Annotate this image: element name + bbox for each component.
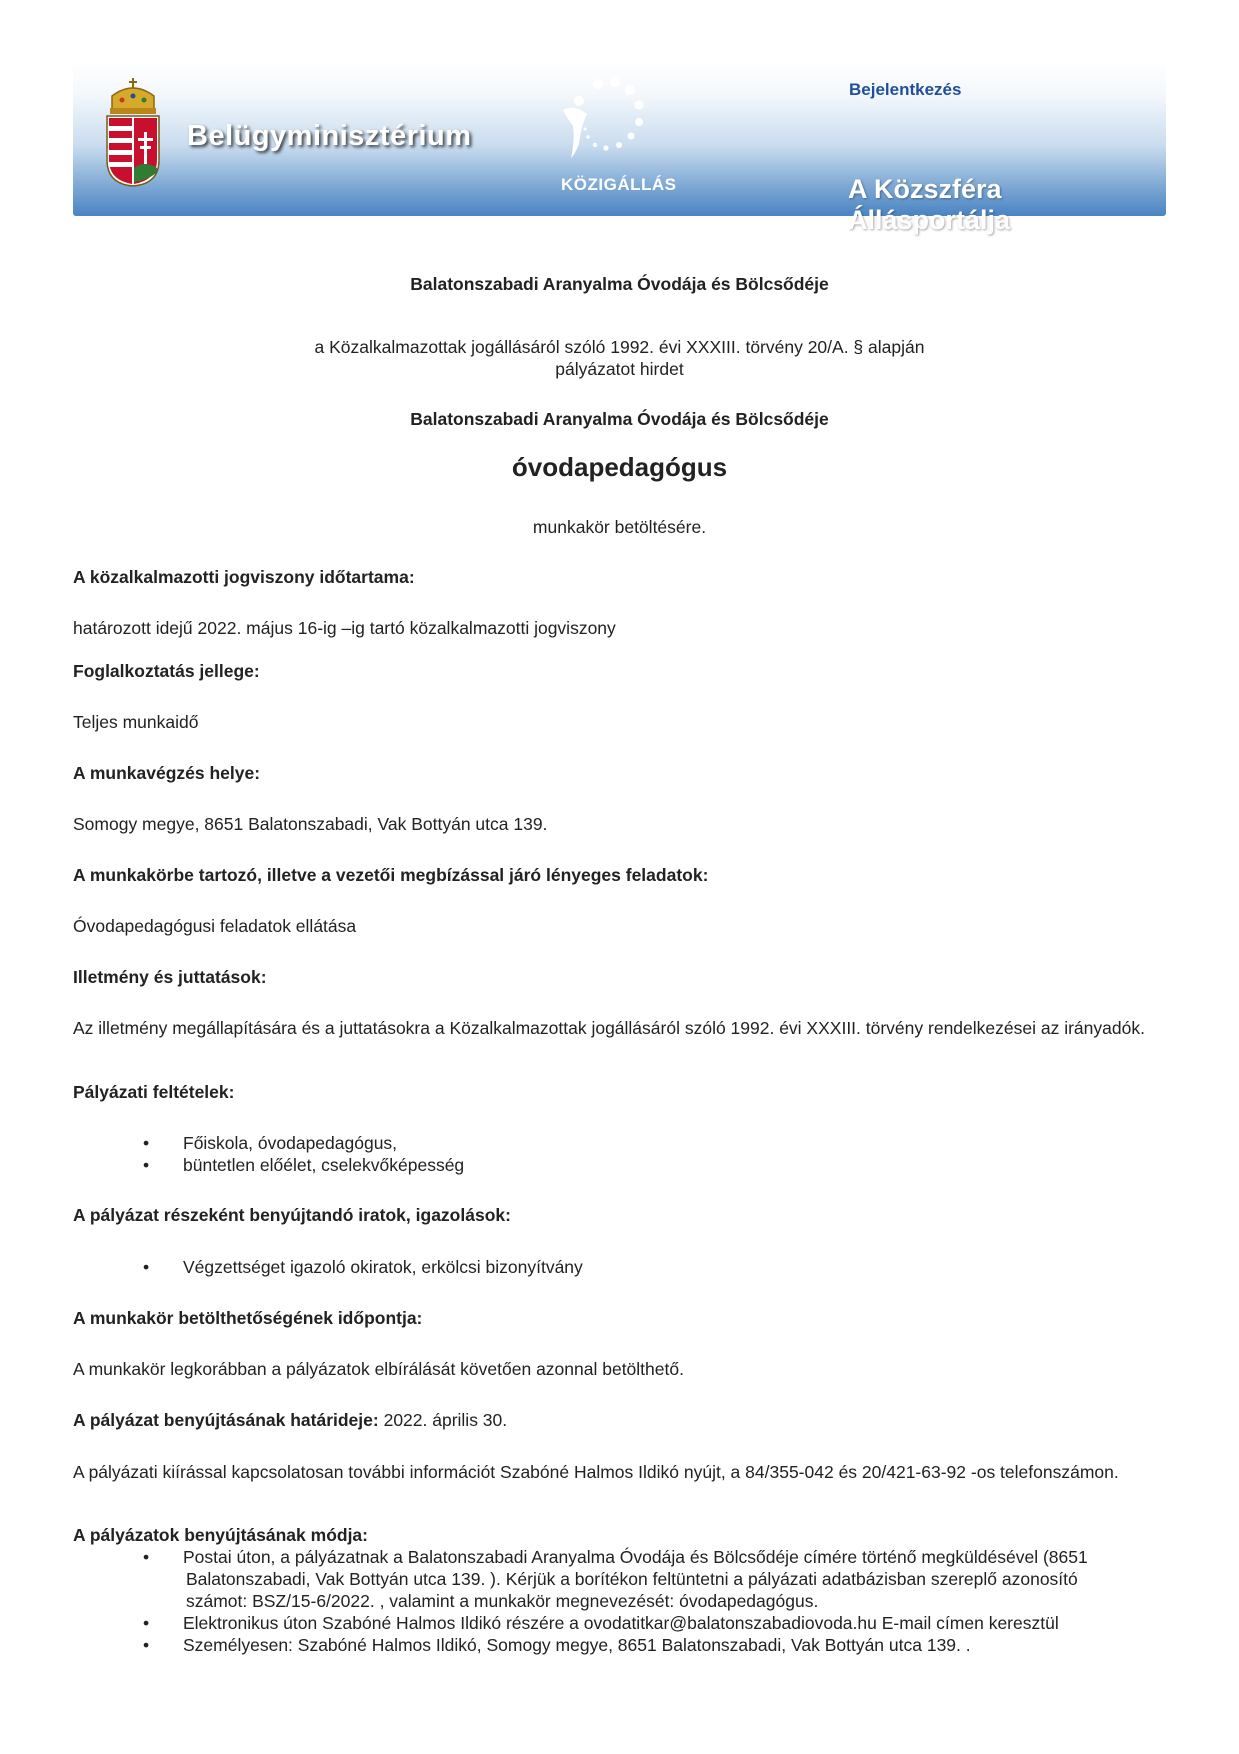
legal-basis-line-2: pályázatot hirdet [555, 359, 684, 379]
deadline-value: 2022. április 30. [378, 1410, 508, 1430]
place-text: Somogy megye, 8651 Balatonszabadi, Vak Bottyán utca 139. [73, 814, 548, 834]
kozigallas-label: KÖZIGÁLLÁS [561, 175, 677, 194]
list-item: • Végzettséget igazoló okiratok, erkölcsi bizonyítvány [73, 1256, 1166, 1278]
duration-heading: A közalkalmazotti jogviszony időtartama: [73, 567, 415, 587]
conditions-list [73, 1132, 1166, 1176]
submission-post-line-2: Balatonszabadi, Vak Bottyán utca 139. ). Kérjük a borítékon feltüntetni a pályázati adatbázisban szereplő azonosító [186, 1569, 1078, 1589]
list-item: • Elektronikus úton Szabóné Halmos Ildikó részére a ovodatitkar@balatonszabadiovoda.hu E-mail címen keresztül [73, 1612, 1166, 1634]
list-item: • Főiskola, óvodapedagógus, [73, 1132, 1166, 1154]
duties-text: Óvodapedagógusi feladatok ellátása [73, 916, 357, 936]
place-heading: A munkavégzés helye: [73, 763, 261, 783]
kozigallas-logo-icon [553, 74, 653, 174]
legal-basis-line-1: a Közalkalmazottak jogállásáról szóló 1992. évi XXXIII. törvény 20/A. § alapján [314, 337, 925, 357]
employer-name-repeat: Balatonszabadi Aranyalma Óvodája és Bölcsődéje [410, 409, 829, 429]
list-item: • büntetlen előélet, cselekvőképesség [73, 1154, 1166, 1176]
salary-text: Az illetmény megállapítására és a juttatásokra a Közalkalmazottak jogállásáról szóló 1992. évi XXXIII. törvény rendelkezései az irányadók. [73, 1018, 1145, 1038]
list-item: • Személyesen: Szabóné Halmos Ildikó, Somogy megye, 8651 Balatonszabadi, Vak Bottyán utca 139. . [73, 1634, 1166, 1656]
submission-post-line-1: • Postai úton, a pályázatnak a Balatonszabadi Aranyalma Óvodája és Bölcsődéje címére történő megküldésével (8651 [183, 1547, 1088, 1567]
ministry-name: Belügyminisztérium [187, 120, 472, 152]
deadline-line [73, 1409, 1166, 1431]
duration-text: határozott idejű 2022. május 16-ig –ig tartó közalkalmazotti jogviszony [73, 618, 616, 638]
employer-name: Balatonszabadi Aranyalma Óvodája és Bölcsődéje [410, 274, 829, 294]
hungarian-coat-of-arms-icon [104, 76, 162, 188]
employment-heading: Foglalkoztatás jellege: [73, 661, 260, 681]
submission-heading: A pályázatok benyújtásának módja: [73, 1525, 368, 1545]
salary-heading: Illetmény és juttatások: [73, 967, 267, 987]
start-text: A munkakör legkorábban a pályázatok elbírálását követően azonnal betölthető. [73, 1359, 684, 1379]
deadline-label: A pályázat benyújtásának határideje: [73, 1410, 379, 1430]
header-banner [73, 60, 1166, 235]
duties-heading: A munkakörbe tartozó, illetve a vezetői megbízással járó lényeges feladatok: [73, 865, 709, 885]
portal-title: A Közszféra Állásportálja [848, 174, 1011, 235]
documents-list [73, 1256, 1166, 1278]
position-title: óvodapedagógus [511, 452, 728, 482]
submission-list [73, 1546, 1166, 1656]
employment-text: Teljes munkaidő [73, 712, 199, 732]
submission-post-line-3: számot: BSZ/15-6/2022. , valamint a munkakör megnevezését: óvodapedagógus. [186, 1591, 819, 1611]
conditions-heading: Pályázati feltételek: [73, 1082, 235, 1102]
info-text: A pályázati kiírással kapcsolatosan további információt Szabóné Halmos Ildikó nyújt, a 84/355-042 és 20/421-63-92 -os telefonszámon. [73, 1462, 1119, 1482]
position-suffix: munkakör betöltésére. [532, 517, 707, 537]
start-heading: A munkakör betölthetőségének időpontja: [73, 1308, 423, 1328]
list-item [73, 1546, 1166, 1612]
documents-heading: A pályázat részeként benyújtandó iratok, igazolások: [73, 1205, 511, 1225]
login-link[interactable]: Bejelentkezés [849, 80, 962, 99]
